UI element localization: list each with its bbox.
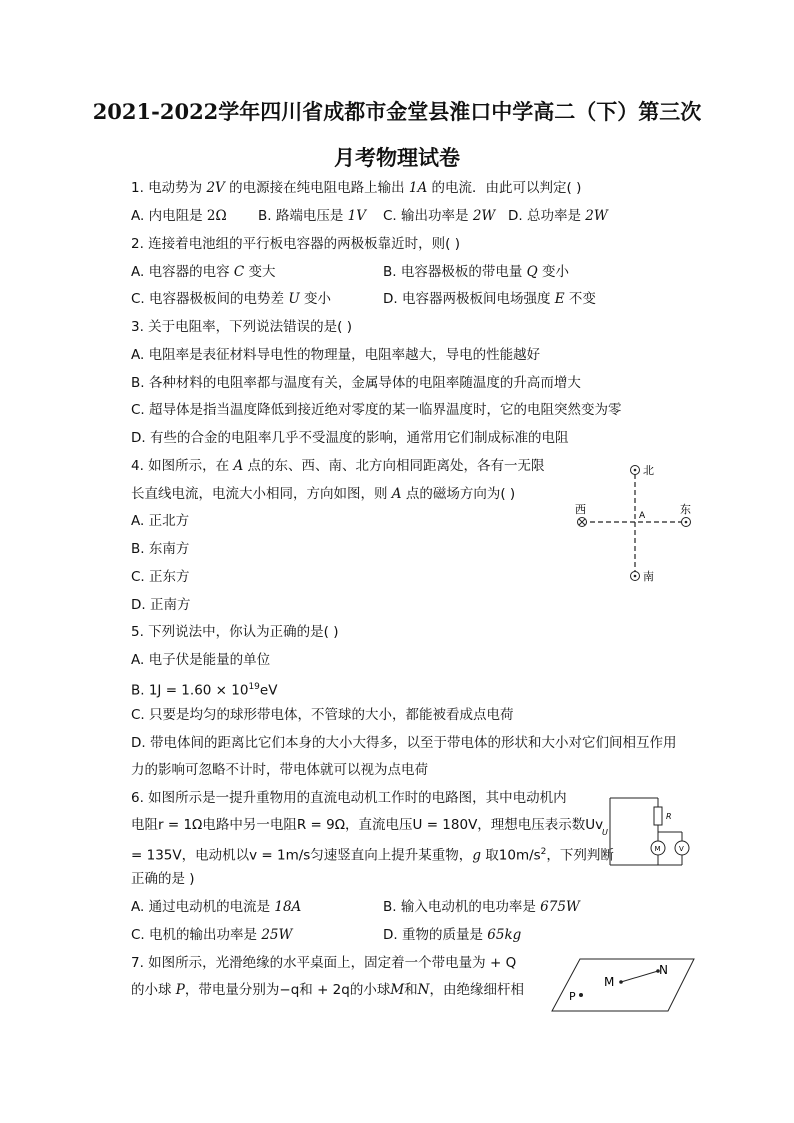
q6-stem-line4: 正确的是 ) bbox=[131, 871, 195, 887]
tabletop-shape bbox=[552, 959, 694, 1011]
q3-option-c[interactable]: C. 超导体是指当温度降低到接近绝对零度的某一临界温度时，它的电阻突然变为零 bbox=[131, 402, 622, 418]
q3-option-d[interactable]: D. 有些的合金的电阻率几乎不受温度的影响，通常用它们制成标准的电阻 bbox=[131, 430, 569, 446]
q4-option-c[interactable]: C. 正东方 bbox=[131, 569, 190, 585]
q1-option-c[interactable]: C. 输出功率是 2W bbox=[383, 208, 496, 224]
q7-table-figure bbox=[548, 955, 698, 1015]
motor-label: M bbox=[654, 845, 661, 853]
q5-option-a[interactable]: A. 电子伏是能量的单位 bbox=[131, 652, 271, 668]
q6-stem-line2: 电阻r = 1Ω电路中另一电阻R = 9Ω，直流电压U = 180V，理想电压表示数Uv bbox=[131, 817, 604, 833]
q3-option-b[interactable]: B. 各种材料的电阻率都与温度有关，金属导体的电阻率随温度的升高而增大 bbox=[131, 375, 581, 391]
q6-stem-line1: 6. 如图所示是一提升重物用的直流电动机工作时的电路图，其中电动机内 bbox=[131, 790, 567, 806]
exam-title-line2: 月考物理试卷 bbox=[334, 145, 460, 170]
north-label: 北 bbox=[643, 464, 654, 477]
q2-stem: 2. 连接着电池组的平行板电容器的两极板靠近时，则( ) bbox=[131, 236, 460, 252]
west-label: 西 bbox=[575, 503, 586, 516]
q6-stem-line3: = 135V，电动机以v = 1m/s匀速竖直向上提升某重物，g 取$10m/s^2$，下列判断 bbox=[131, 847, 614, 864]
ball-p-label: P bbox=[569, 990, 576, 1003]
q6-option-a[interactable]: A. 通过电动机的电流是 18A bbox=[131, 899, 302, 915]
q3-stem: 3. 关于电阻率，下列说法错误的是( ) bbox=[131, 319, 352, 335]
voltmeter-label: V bbox=[679, 845, 684, 853]
q2-option-d[interactable]: D. 电容器两极板间电场强度 E 不变 bbox=[383, 291, 596, 307]
q5-option-b[interactable]: B. $1J = 1.60 \times 10^{19}eV$ bbox=[131, 682, 278, 699]
exam-title-line1: 2021-2022学年四川省成都市金堂县淮口中学高二（下）第三次 bbox=[92, 99, 702, 124]
ball-m-label: M bbox=[604, 975, 615, 989]
ball-n-label: N bbox=[659, 963, 668, 977]
east-current-out-icon bbox=[682, 518, 691, 527]
south-label: 南 bbox=[643, 570, 654, 583]
q5-option-c[interactable]: C. 只要是均匀的球形带电体，不管球的大小，都能被看成点电荷 bbox=[131, 707, 514, 723]
q1-stem: 1. 电动势为 2V 的电源接在纯电阻电路上输出 1A 的电流．由此可以判定( ) bbox=[131, 180, 582, 196]
q4-stem-line2: 长直线电流，电流大小相同，方向如图，则 A 点的磁场方向为( ) bbox=[131, 486, 516, 502]
q7-stem-line2: 的小球 P，带电量分别为−q和 + 2q的小球M和N，由绝缘细杆相 bbox=[131, 982, 524, 998]
point-a-label: A bbox=[639, 511, 646, 521]
resistor-label: R bbox=[666, 812, 672, 821]
q4-option-a[interactable]: A. 正北方 bbox=[131, 513, 190, 529]
ball-p-icon bbox=[579, 993, 583, 997]
q5-stem: 5. 下列说法中，你认为正确的是( ) bbox=[131, 624, 339, 640]
q2-option-a[interactable]: A. 电容器的电容 C 变大 bbox=[131, 264, 276, 280]
q5-option-d-line2[interactable]: 力的影响可忽略不计时，带电体就可以视为点电荷 bbox=[131, 762, 428, 778]
q1-option-a[interactable]: A. 内电阻是 2Ω bbox=[131, 208, 227, 224]
q1-option-d[interactable]: D. 总功率是 2W bbox=[508, 208, 608, 224]
q4-stem-line1: 4. 如图所示，在 A 点的东、西、南、北方向相同距离处，各有一无限 bbox=[131, 458, 545, 474]
ball-m-icon bbox=[619, 980, 623, 984]
q6-option-d[interactable]: D. 重物的质量是 65kg bbox=[383, 927, 522, 943]
q5-option-d-line1[interactable]: D. 带电体间的距离比它们本身的大小大得多，以至于带电体的形状和大小对它们间相互作用 bbox=[131, 735, 677, 751]
q6-circuit-diagram bbox=[602, 792, 698, 872]
q4-current-figure bbox=[570, 458, 700, 588]
q3-option-a[interactable]: A. 电阻率是表征材料导电性的物理量，电阻率越大，导电的性能越好 bbox=[131, 347, 541, 363]
voltage-label: U bbox=[602, 828, 608, 837]
east-label: 东 bbox=[680, 503, 691, 516]
west-current-in-icon bbox=[578, 518, 587, 527]
q6-option-b[interactable]: B. 输入电动机的电功率是 675W bbox=[383, 899, 580, 915]
resistor-r-icon bbox=[654, 807, 662, 825]
q6-option-c[interactable]: C. 电机的输出功率是 25W bbox=[131, 927, 293, 943]
south-current-out-icon bbox=[631, 572, 640, 581]
q2-option-c[interactable]: C. 电容器极板间的电势差 U 变小 bbox=[131, 291, 331, 307]
q4-option-d[interactable]: D. 正南方 bbox=[131, 597, 191, 613]
q1-option-b[interactable]: B. 路端电压是 1V bbox=[258, 208, 366, 224]
q2-option-b[interactable]: B. 电容器极板的带电量 Q 变小 bbox=[383, 264, 570, 280]
q7-stem-line1: 7. 如图所示，光滑绝缘的水平桌面上，固定着一个带电量为 + Q bbox=[131, 955, 517, 971]
q4-option-b[interactable]: B. 东南方 bbox=[131, 541, 190, 557]
north-current-out-icon bbox=[631, 466, 640, 475]
